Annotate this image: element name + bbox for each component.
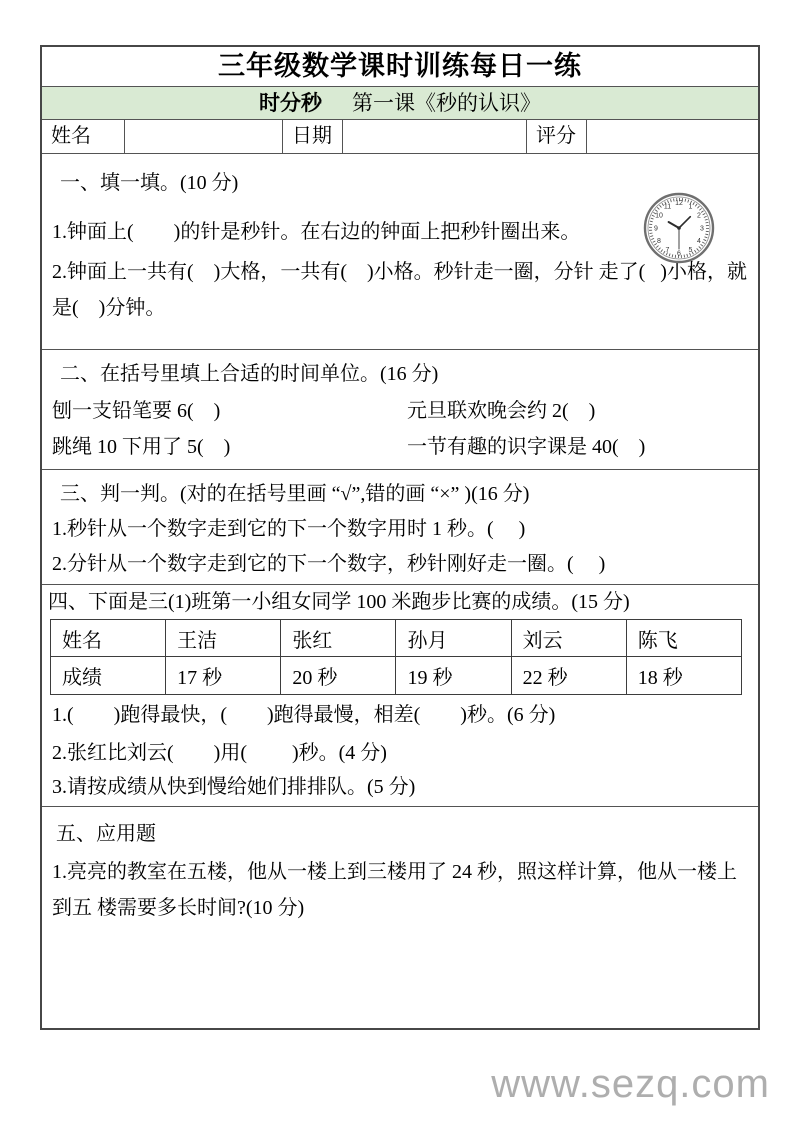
clock-number: 10 <box>655 212 663 220</box>
name-label: 姓名 <box>42 120 125 153</box>
race-value-cell: 18 秒 <box>626 657 741 695</box>
clock-number: 11 <box>663 203 672 211</box>
race-header-cell: 陈飞 <box>626 620 741 657</box>
score-label: 评分 <box>527 120 587 153</box>
section-judge <box>42 470 758 585</box>
race-header-cell: 孙月 <box>396 620 511 657</box>
clock-number: 4 <box>697 238 701 245</box>
clock-number: 2 <box>697 212 701 220</box>
race-header-cell: 刘云 <box>511 620 626 657</box>
section-race-heading: 四、下面是三(1)班第一小组女同学 100 米跑步比赛的成绩。(15 分) <box>48 591 630 613</box>
section-time-units <box>42 350 758 470</box>
race-value-cell: 19 秒 <box>396 657 511 695</box>
lesson-banner <box>42 87 758 120</box>
units-row-2 <box>52 432 748 462</box>
units-item-rope: 跳绳 10 下用了 5( ) <box>52 436 231 458</box>
score-value-cell <box>587 120 758 153</box>
fill-question-1: 1.钟面上( )的针是秒针。在右边的钟面上把秒针圈出来。 <box>52 221 581 243</box>
info-row <box>42 120 758 154</box>
clock-number: 5 <box>688 247 693 254</box>
section-units-heading: 二、在括号里填上合适的时间单位。(16 分) <box>60 363 439 385</box>
section-fill-in <box>42 154 758 350</box>
date-label: 日期 <box>283 120 343 153</box>
unit-name: 时分秒 <box>259 91 322 115</box>
section-race-results <box>42 585 758 807</box>
race-value-cell: 20 秒 <box>281 657 396 695</box>
clock-number: 7 <box>665 247 670 254</box>
clock-number: 9 <box>654 225 658 233</box>
lesson-name: 第一课《秒的认识》 <box>352 91 541 115</box>
race-header-cell: 王洁 <box>166 620 281 657</box>
section-applied-heading: 五、应用题 <box>56 823 156 845</box>
name-value-cell <box>125 120 283 153</box>
race-table-header-row <box>51 620 742 657</box>
clock-number: 6 <box>677 250 681 258</box>
clock-face-image <box>643 192 715 264</box>
clock-number: 8 <box>657 238 661 245</box>
clock-icon <box>643 192 715 264</box>
clock-number: 12 <box>675 200 683 207</box>
worksheet-sheet <box>40 45 760 1030</box>
race-value-cell: 22 秒 <box>511 657 626 695</box>
units-item-pencil: 刨一支铅笔要 6( ) <box>52 400 221 422</box>
race-question-2: 2.张红比刘云( )用( )秒。(4 分) <box>52 742 387 764</box>
race-question-3: 3.请按成绩从快到慢给她们排排队。(5 分) <box>52 776 416 798</box>
units-row-1 <box>52 396 748 426</box>
race-header-cell: 姓名 <box>51 620 166 657</box>
clock-number: 1 <box>688 203 693 211</box>
race-value-cell: 成绩 <box>51 657 166 695</box>
section-fill-heading: 一、填一填。(10 分) <box>60 172 239 194</box>
clock-number: 3 <box>700 225 704 233</box>
race-header-cell: 张红 <box>281 620 396 657</box>
section-applied <box>42 807 758 1028</box>
section-judge-heading: 三、判一判。(对的在括号里画 “√”,错的画 “×” )(16 分) <box>60 483 530 505</box>
watermark: www.sezq.com <box>491 1062 770 1106</box>
race-results-table <box>50 619 742 695</box>
units-item-party: 元旦联欢晚会约 2( ) <box>407 400 596 422</box>
judge-question-1: 1.秒针从一个数字走到它的下一个数字用时 1 秒。( ) <box>52 518 526 540</box>
page-title: 三年级数学课时训练每日一练 <box>42 47 758 87</box>
judge-question-2: 2.分针从一个数字走到它的下一个数字，秒针刚好走一圈。( ) <box>52 553 606 575</box>
units-item-class: 一节有趣的识字课是 40( ) <box>407 436 646 458</box>
race-table-value-row <box>51 657 742 695</box>
date-value-cell <box>343 120 527 153</box>
race-value-cell: 17 秒 <box>166 657 281 695</box>
applied-question-1: 1.亮亮的教室在五楼，他从一楼上到三楼用了 24 秒，照这样计算，他从一楼上到五 楼需要多长时间?(10 分) <box>52 861 737 919</box>
fill-question-2: 2.钟面上一共有( )大格，一共有( )小格。秒针走一圈，分针 走了( )小格，就是( )分钟。 <box>52 261 747 319</box>
race-question-1: 1.( )跑得最快，( )跑得最慢，相差( )秒。(6 分) <box>52 704 556 726</box>
